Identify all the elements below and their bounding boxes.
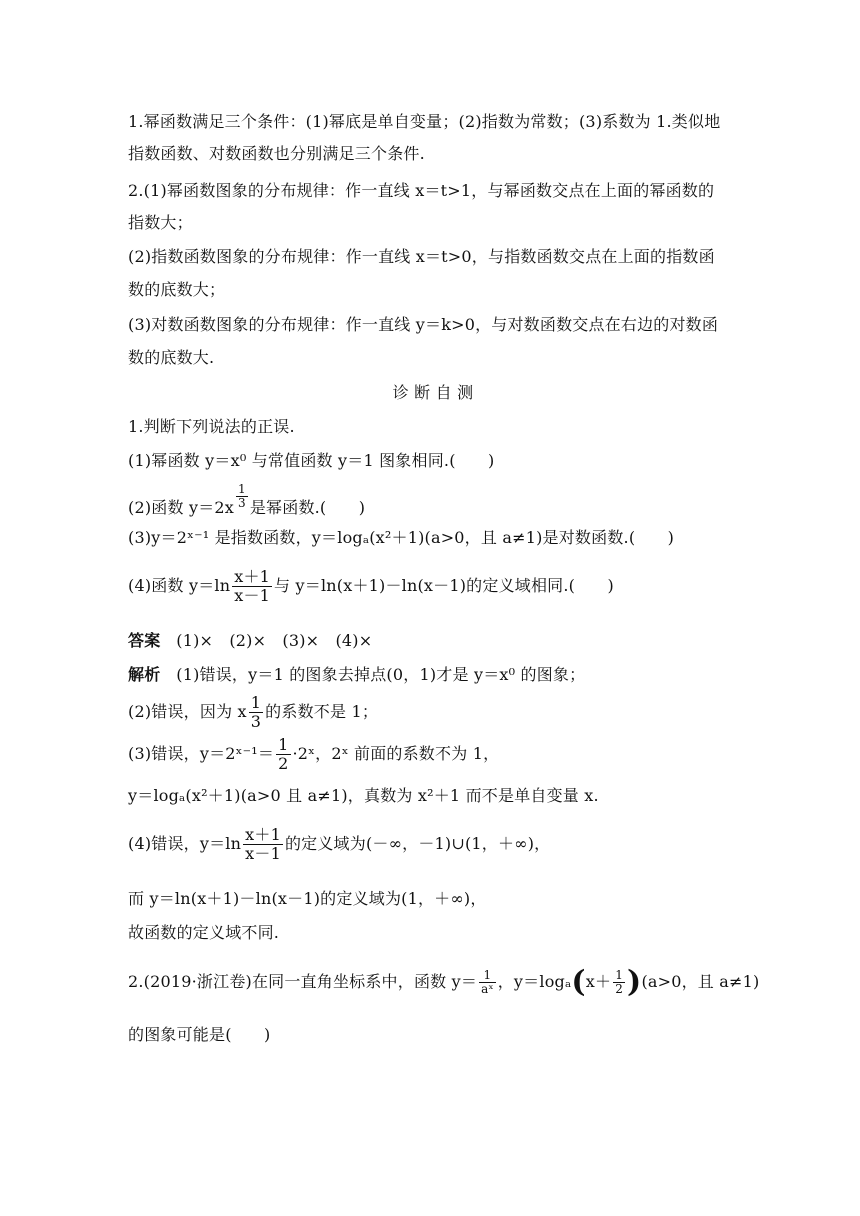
q1-item-1: (1)幂函数 y＝x⁰ 与常值函数 y＝1 图象相同.( ) [128, 451, 495, 470]
analysis-line-7: 故函数的定义域不同. [128, 923, 280, 942]
analysis-line-5-prefix: (4)错误，y＝ln [128, 834, 242, 853]
analysis-line-4: y＝logₐ(x²＋1)(a>0 且 a≠1)，真数为 x²＋1 而不是单自变量 x. [128, 786, 599, 805]
fraction-numerator: 1 [615, 968, 624, 982]
fraction-numerator: 1 [479, 969, 496, 983]
q1-item-2-suffix: 是幂函数.( ) [249, 498, 366, 517]
exponent-fraction [236, 483, 248, 510]
fraction-numerator: 1 [238, 482, 246, 496]
log-fraction [243, 826, 283, 863]
q2-line-2: 的图象可能是( ) [128, 1025, 271, 1044]
analysis-label: 解析 [128, 665, 161, 684]
log-fraction [232, 568, 272, 605]
fraction-numerator: x＋1 [234, 567, 271, 586]
intro-p1-line2: 指数函数、对数函数也分别满足三个条件. [128, 144, 425, 163]
log-argument-prefix: x＋ [585, 972, 612, 991]
fraction-numerator: 1 [278, 735, 289, 754]
analysis-line-2-prefix: (2)错误，因为 x [128, 702, 247, 721]
intro-p4-line1: (3)对数函数图象的分布规律：作一直线 y＝k>0，与对数函数交点在右边的对数函 [128, 315, 719, 334]
answer-label: 答案 [128, 631, 161, 650]
coefficient-fraction [276, 736, 290, 773]
intro-p2-line2: 指数大； [128, 213, 193, 232]
q2-line-1-prefix: 2.(2019·浙江卷)在同一直角坐标系中，函数 y＝ [128, 972, 478, 991]
q1-item-4-suffix: 与 y＝ln(x＋1)－ln(x－1)的定义域相同.( ) [274, 576, 614, 595]
q1-item-2-prefix: (2)函数 y＝2x [128, 498, 234, 517]
q1-stem: 1.判断下列说法的正误. [128, 417, 295, 436]
q1-item-2 [128, 483, 738, 519]
fraction-denominator: aˣ [481, 982, 494, 996]
exponential-fraction [479, 969, 496, 996]
analysis-line-5 [128, 826, 738, 863]
fraction-numerator: 1 [250, 693, 262, 712]
analysis-line-6: 而 y＝ln(x＋1)－ln(x－1)的定义域为(1，＋∞)， [128, 889, 487, 908]
fraction-denominator: 2 [615, 982, 624, 996]
analysis-line-1-text: (1)错误，y＝1 的图象去掉点(0，1)才是 y＝x⁰ 的图象； [176, 665, 586, 684]
q1-item-3: (3)y＝2ˣ⁻¹ 是指数函数，y＝logₐ(x²＋1)(a>0，且 a≠1)是对数函数.( ) [128, 528, 675, 547]
analysis-line-2-suffix: 的系数不是 1； [265, 702, 379, 721]
fraction-denominator: 3 [250, 712, 262, 731]
analysis-line-3-suffix: ·2ˣ，2ˣ 前面的系数不为 1， [292, 744, 500, 763]
fraction-denominator: x－1 [234, 586, 271, 605]
q1-item-4-prefix: (4)函数 y＝ln [128, 576, 231, 595]
analysis-line-3 [128, 736, 738, 773]
answer-line [128, 630, 738, 652]
exponent-fraction [249, 694, 263, 731]
intro-p1-line1: 1.幂函数满足三个条件：(1)幂底是单自变量；(2)指数为常数；(3)系数为 1.类似地 [128, 112, 721, 131]
intro-p3-line2: 数的底数大； [128, 280, 226, 299]
q2-line-1-suffix: (a>0，且 a≠1) [641, 972, 760, 991]
fraction-denominator: 2 [278, 754, 289, 773]
fraction-numerator: x＋1 [245, 825, 281, 844]
q2-line-1-middle: ，y＝logₐ [497, 972, 572, 991]
left-paren-glyph: ( [571, 964, 586, 1000]
q2-line-1 [128, 964, 760, 1000]
log-argument-fraction [613, 969, 625, 996]
fraction-denominator: x－1 [245, 844, 281, 863]
q1-item-4 [128, 568, 738, 605]
analysis-line-2 [128, 694, 738, 731]
analysis-line-1 [128, 664, 738, 686]
intro-p2-line1: 2.(1)幂函数图象的分布规律：作一直线 x＝t>1，与幂函数交点在上面的幂函数的 [128, 181, 715, 200]
analysis-line-5-suffix: 的定义域为(－∞，－1)∪(1，＋∞)， [284, 834, 551, 853]
right-paren-glyph: ) [627, 964, 642, 1000]
answer-text: (1)× (2)× (3)× (4)× [176, 631, 373, 650]
intro-p4-line2: 数的底数大. [128, 348, 215, 367]
fraction-denominator: 3 [238, 496, 246, 510]
intro-p3-line1: (2)指数函数图象的分布规律：作一直线 x＝t>0，与指数函数交点在上面的指数函 [128, 247, 715, 266]
analysis-line-3-prefix: (3)错误，y＝2ˣ⁻¹＝ [128, 744, 275, 763]
section-title: 诊 断 自 测 [392, 383, 474, 402]
